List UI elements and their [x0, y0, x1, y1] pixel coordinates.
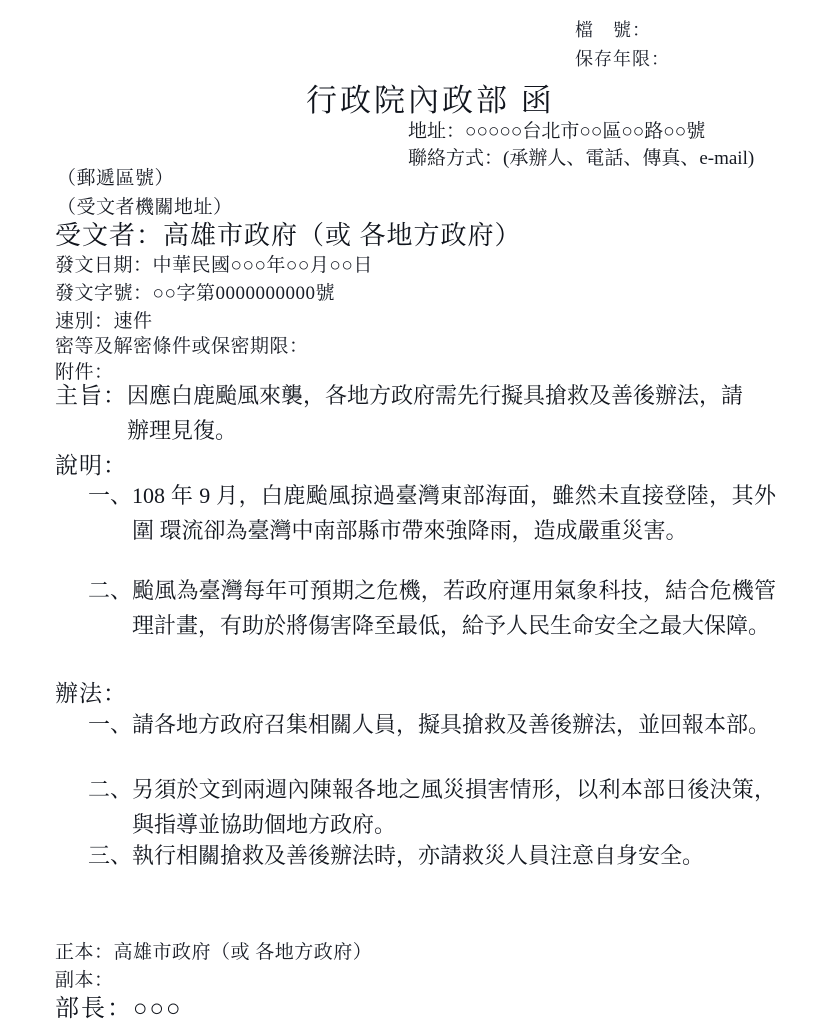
- attachment: 附件：: [55, 362, 114, 383]
- measures-item-3-marker: 三、: [88, 843, 133, 868]
- archive-number-label: 檔 號：: [575, 20, 651, 40]
- measures-item-2: [88, 772, 781, 842]
- duplicate-copy: 副本：: [55, 970, 114, 991]
- measures-item-1-marker: 一、: [88, 712, 133, 737]
- minister-signature: 部長：○○○: [55, 996, 183, 1022]
- measures-item-1-text: 請各地方政府召集相關人員，擬具搶救及善後辦法，並回報本部。: [132, 712, 771, 737]
- document-title: 行政院內政部 函: [306, 83, 555, 118]
- measures-label: 辦法：: [55, 681, 127, 706]
- sender-contact-method: 聯絡方式：(承辦人、電話、傳真、e-mail): [408, 148, 755, 169]
- retention-period-label: 保存年限：: [575, 49, 670, 69]
- speed-category: 速別：速件: [55, 311, 153, 332]
- subject-block: [55, 378, 780, 448]
- explanation-item-2-text: 颱風為臺灣每年可預期之危機，若政府運用氣象科技，結合危機管理計畫，有助於將傷害降至最低，給予人民生命安全之最大保障。: [132, 578, 777, 638]
- explanation-label: 說明：: [55, 453, 127, 478]
- recipient: 受文者：高雄市政府（或 各地方政府）: [55, 221, 522, 250]
- explanation-item-2-marker: 二、: [88, 578, 133, 603]
- sender-address: 地址：○○○○○台北市○○區○○路○○號: [408, 121, 706, 142]
- explanation-item-2: [88, 573, 781, 643]
- measures-item-1: [88, 707, 781, 742]
- classification-period: 密等及解密條件或保密期限：: [55, 336, 309, 357]
- explanation-item-1-text: 108 年 9 月，白鹿颱風掠過臺灣東部海面，雖然未直接登陸，其外圍 環流卻為臺灣中南部縣市帶來強降雨，造成嚴重災害。: [132, 483, 777, 543]
- measures-item-3: [88, 838, 781, 873]
- subject-text: 因應白鹿颱風來襲，各地方政府需先行擬具搶救及善後辦法，請辦理見復。: [127, 383, 744, 443]
- issue-date: 發文日期：中華民國○○○年○○月○○日: [55, 255, 373, 276]
- original-copy: 正本：高雄市政府（或 各地方政府）: [55, 942, 373, 963]
- recipient-address-placeholder: （受文者機關地址）: [57, 197, 233, 218]
- measures-item-2-marker: 二、: [88, 777, 133, 802]
- postal-code-placeholder: （郵遞區號）: [57, 168, 175, 189]
- explanation-item-1: [88, 478, 781, 548]
- measures-item-3-text: 執行相關搶救及善後辦法時，亦請救災人員注意自身安全。: [132, 843, 705, 868]
- measures-item-2-text: 另須於文到兩週內陳報各地之風災損害情形，以利本部日後決策，與指導並協助個地方政府。: [132, 777, 777, 837]
- explanation-item-1-marker: 一、: [88, 483, 133, 508]
- subject-label: 主旨：: [55, 383, 127, 408]
- issue-number: 發文字號：○○字第0000000000號: [55, 283, 335, 304]
